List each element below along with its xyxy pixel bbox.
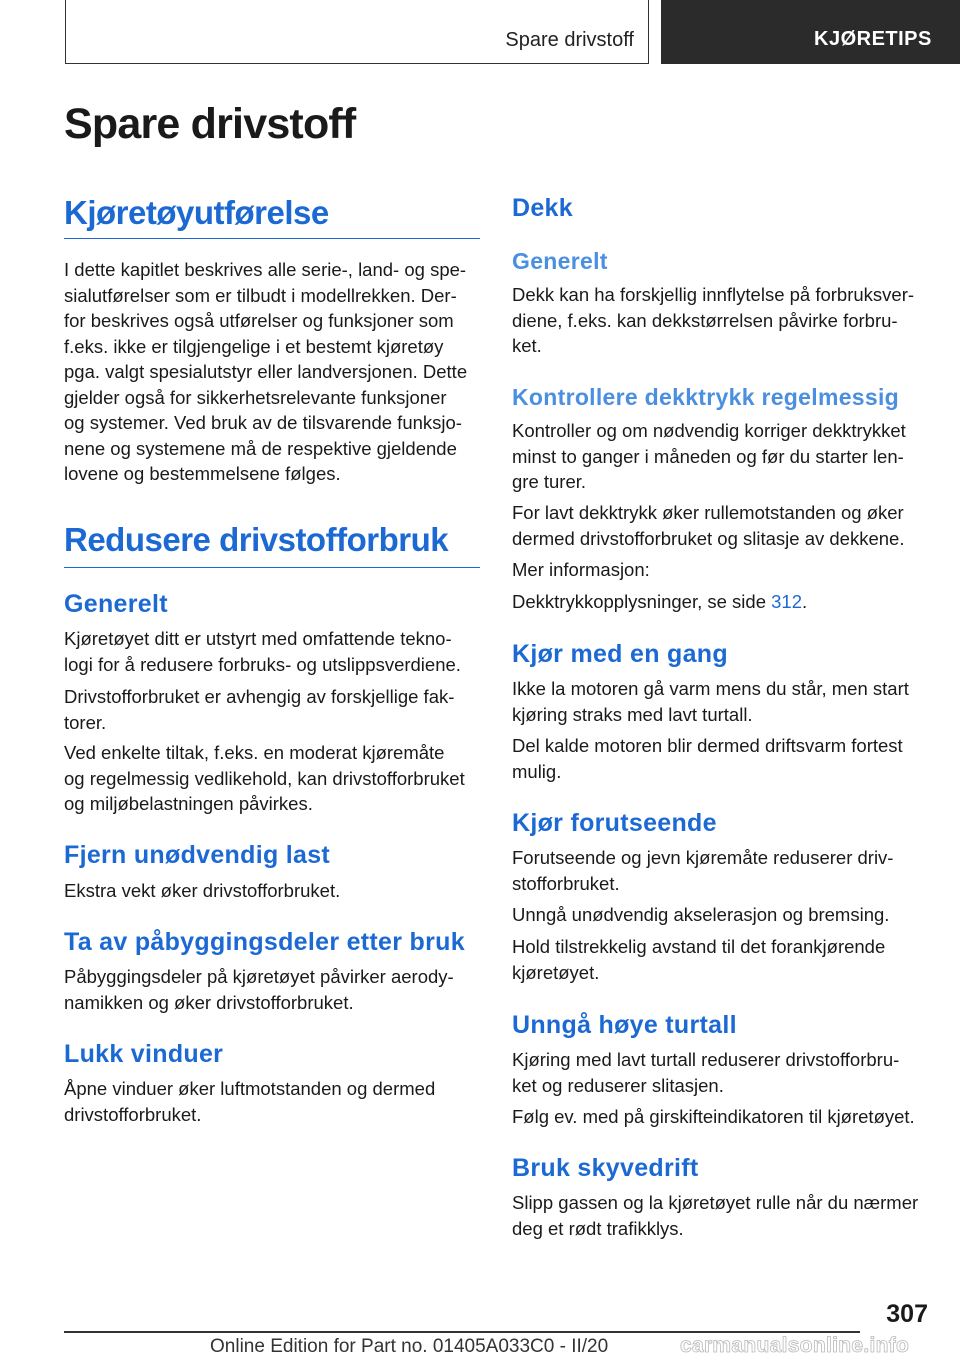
text-line: Åpne vinduer øker luftmotstanden og dermed [64, 1078, 436, 1099]
anticipate-paragraph-3 [512, 934, 932, 985]
general-paragraph-3 [64, 740, 484, 817]
text-line: sialutførelser som er tilbudt i modellrekken. Der- [64, 284, 457, 306]
text-line: Ekstra vekt øker drivstofforbruket. [64, 880, 341, 901]
text-line: Kjøring med lavt turtall reduserer drivstofforbru- [512, 1049, 900, 1070]
text-line: f.eks. ikke er tilgjengelige i et bestemt kjøretøy [64, 335, 444, 357]
tyre-pressure-paragraph-2 [512, 500, 932, 551]
drive-immediately-paragraph-2 [512, 733, 932, 784]
text-line: mulig. [512, 760, 562, 782]
running-header-section: Spare drivstoff [505, 29, 634, 51]
watermark: carmanualsonline.info [680, 1334, 910, 1357]
text-line: og systemer. Ved bruk av de tilsvarende funksjo- [64, 412, 462, 433]
text-line: dermed drivstofforbruket og slitasje av dekkene. [512, 527, 905, 549]
heading-drive-immediately: Kjør med en gang [512, 640, 728, 668]
tyres-general-text [512, 282, 932, 359]
running-header-box [65, 0, 649, 64]
text-line: ket og reduserer slitasjen. [512, 1074, 724, 1096]
text-line: For lavt dekktrykk øker rullemotstanden og øker [512, 502, 904, 523]
heading-reduce-fuel: Redusere drivstofforbruk [64, 521, 480, 568]
drive-immediately-paragraph-1 [512, 676, 932, 727]
text-line: deg et rødt trafikklys. [512, 1217, 684, 1239]
text-line: gjelder også for sikkerhetsrelevante funksjoner [64, 386, 447, 408]
heading-tyres-general: Generelt [512, 248, 608, 274]
heading-close-windows: Lukk vinduer [64, 1040, 224, 1068]
page-number: 307 [886, 1300, 928, 1328]
tyre-pressure-reference: Dekktrykkopplysninger, se side 312. [512, 591, 808, 612]
page-reference-link[interactable]: 312 [771, 591, 802, 612]
text-line: Del kalde motoren blir dermed driftsvarm fortest [512, 735, 903, 756]
text-line: Ved enkelte tiltak, f.eks. en moderat kjøremåte [64, 742, 445, 763]
heading-coasting: Bruk skyvedrift [512, 1154, 699, 1182]
text-line: logi for å redusere forbruks- og utslippsverdiene. [64, 653, 461, 675]
text-line: stofforbruket. [512, 872, 620, 894]
text-line: namikken og øker drivstofforbruket. [64, 991, 354, 1013]
remove-load-text [64, 878, 484, 904]
avoid-high-rpm-paragraph-2 [512, 1104, 932, 1130]
text-line: for beskrives også utførelser og funksjoner som [64, 310, 454, 331]
text-line: drivstofforbruket. [64, 1103, 202, 1125]
text-line: Unngå unødvendig akselerasjon og bremsing. [512, 904, 890, 925]
text-line: og miljøbelastningen påvirkes. [64, 793, 313, 814]
heading-anticipate: Kjør forutseende [512, 809, 717, 837]
general-paragraph-2 [64, 684, 484, 735]
close-windows-text [64, 1076, 484, 1127]
text-line: Følg ev. med på girskifteindikatoren til kjøretøyet. [512, 1106, 915, 1127]
text-line: nene og systemene må de respektive gjeldende [64, 437, 457, 459]
text-line: I dette kapitlet beskrives alle serie-, land- og spe- [64, 259, 467, 280]
anticipate-paragraph-2 [512, 902, 932, 928]
text-line: Drivstofforbruket er avhengig av forskjellige fak- [64, 686, 455, 707]
anticipate-paragraph-1 [512, 845, 932, 896]
text-line: Slipp gassen og la kjøretøyet rulle når du nærmer [512, 1192, 919, 1213]
text-line: ket. [512, 335, 542, 356]
footer-rule [64, 1331, 860, 1333]
general-paragraph-1 [64, 626, 484, 677]
text-line: kjøring straks med lavt turtall. [512, 703, 753, 725]
heading-vehicle-version: Kjøretøyutførelse [64, 194, 480, 239]
avoid-high-rpm-paragraph-1 [512, 1047, 932, 1098]
coasting-text [512, 1190, 932, 1241]
text-line: Dekk kan ha forskjellig innflytelse på forbruksver- [512, 284, 915, 305]
text-line: Kjøretøyet ditt er utstyrt med omfattende tekno- [64, 628, 452, 649]
heading-remove-parts: Ta av påbyggingsdeler etter bruk [64, 928, 465, 956]
tyre-pressure-paragraph-3: Mer informasjon: [512, 559, 650, 580]
vehicle-version-text [64, 257, 484, 487]
heading-avoid-high-rpm: Unngå høye turtall [512, 1011, 737, 1039]
footer-edition: Online Edition for Part no. 01405A033C0 - II/20 [210, 1336, 609, 1357]
text-line: diene, f.eks. kan dekkstørrelsen påvirke forbru- [512, 309, 898, 331]
text-line: Forutseende og jevn kjøremåte reduserer driv- [512, 847, 894, 868]
text-line: torer. [64, 711, 107, 733]
text-line: lovene og bestemmelsene følges. [64, 463, 341, 484]
heading-tyre-pressure: Kontrollere dekktrykk regelmessig [512, 384, 900, 410]
running-header-chapter: KJØRETIPS [661, 0, 960, 64]
text-line: Påbyggingsdeler på kjøretøyet påvirker aerody- [64, 966, 454, 987]
text-line: minst to ganger i måneden og før du starter len- [512, 445, 904, 467]
text-line: Ikke la motoren gå varm mens du står, men start [512, 678, 909, 699]
text-line: Kontroller og om nødvendig korriger dekktrykket [512, 420, 906, 441]
text-line: og regelmessig vedlikehold, kan drivstofforbruket [64, 767, 465, 789]
heading-tyres: Dekk [512, 194, 573, 222]
text-line: gre turer. [512, 471, 587, 492]
heading-remove-load: Fjern unødvendig last [64, 841, 331, 869]
page-title: Spare drivstoff [64, 100, 356, 148]
tyre-pressure-paragraph-1 [512, 418, 932, 495]
text-line: pga. valgt spesialutstyr eller landversjonen. Dette [64, 361, 468, 382]
heading-general: Generelt [64, 590, 168, 618]
text-line: kjøretøyet. [512, 961, 600, 983]
remove-parts-text [64, 964, 484, 1015]
text-line: Hold tilstrekkelig avstand til det forankjørende [512, 936, 886, 957]
